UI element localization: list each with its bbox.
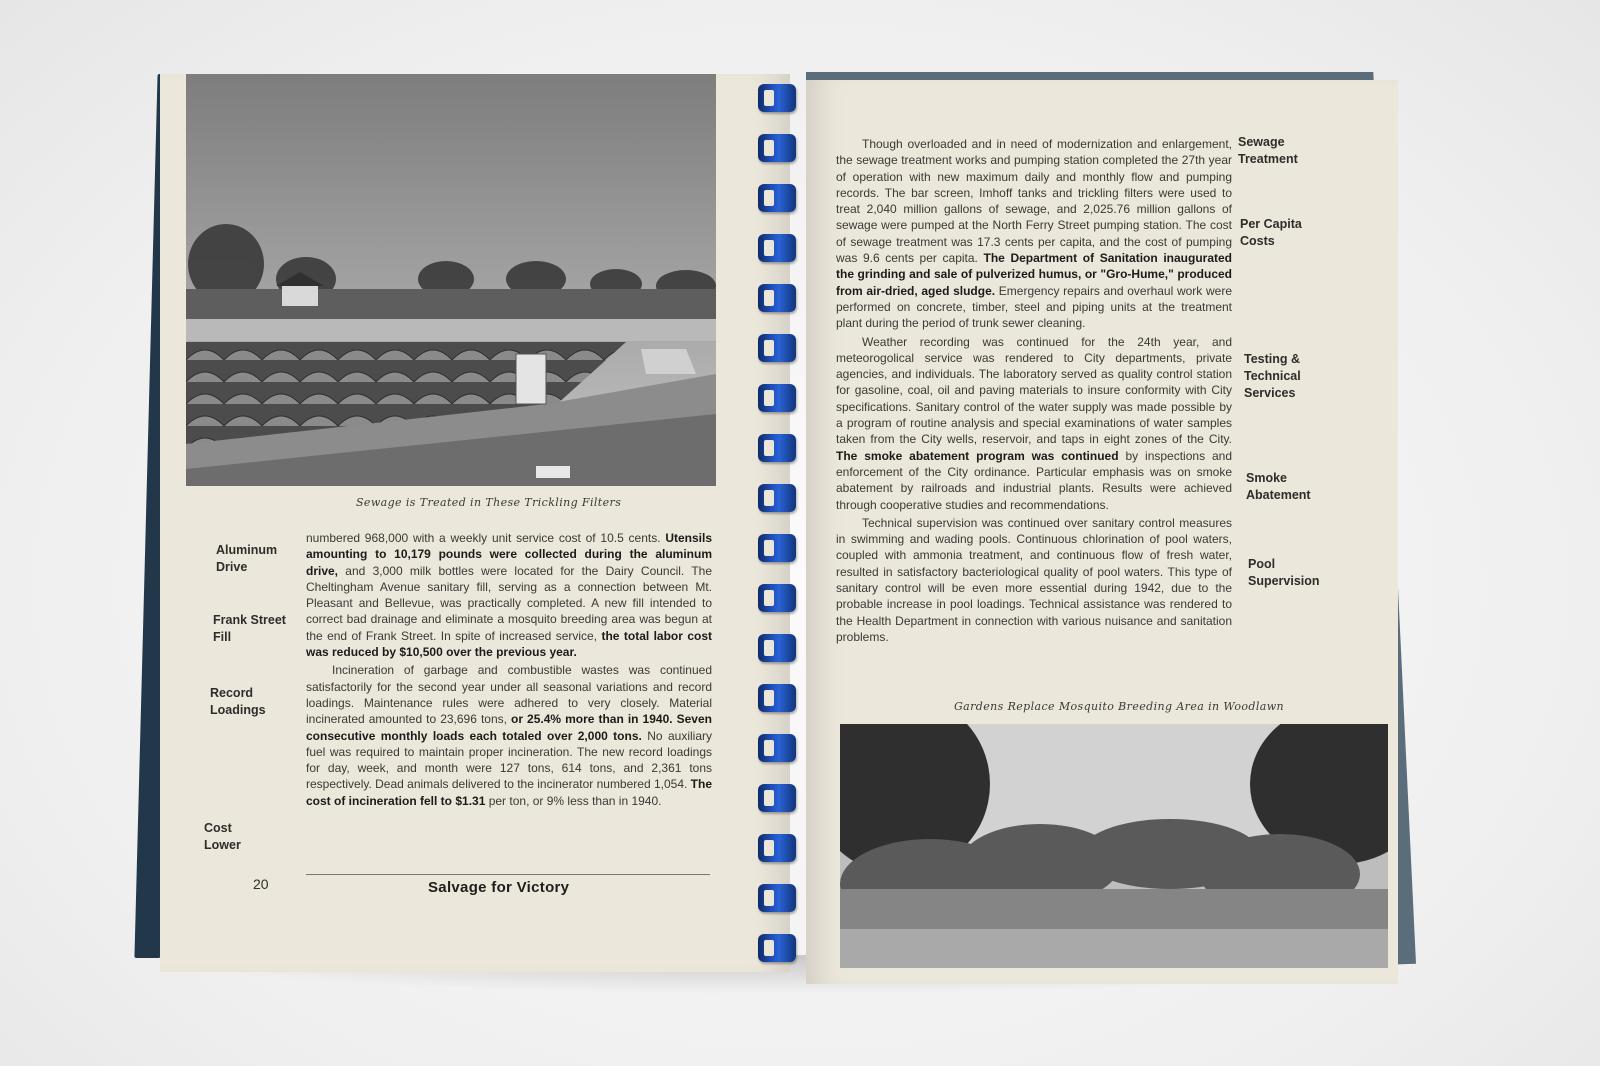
emphasis-text: the total labor cost was reduced by $10,500 over the previous year. xyxy=(306,628,713,660)
side-note-cost-lower: Cost Lower xyxy=(204,821,241,852)
paragraph xyxy=(306,662,712,809)
binding-coil xyxy=(758,684,796,712)
side-note-testing-technical-services: Testing & Technical Services xyxy=(1244,352,1301,400)
footer-title: Salvage for Victory xyxy=(428,879,570,896)
side-note-pool-supervision: Pool Supervision xyxy=(1248,557,1320,588)
paragraph xyxy=(836,515,1232,645)
emphasis-text: The smoke abatement program was continued xyxy=(836,448,1119,463)
body-run: Incineration of garbage and combustible wastes was continued satisfactorily for the second year under all seasonal variations and record loadings. Maintenance rules were adhered to very closely. Material incinerated amounted to 23,696 tons, xyxy=(306,663,712,727)
binding-coil xyxy=(758,634,796,662)
woodlawn-gardens-photo xyxy=(840,724,1388,968)
left-page xyxy=(160,74,790,972)
body-run: Emergency repairs and overhaul work were performed on concrete, timber, steel and piping units at the treatment plant during the period of trunk sewer cleaning. xyxy=(836,283,1232,331)
body-run: and 3,000 milk bottles were located for the Dairy Council. The Cheltingham Avenue sanitary fill, serving as a connection between Mt. Pleasant and Bellevue, was practically completed. A new fill intended to correct bad drainage and eliminate a mosquito breeding area was begun at the end of Frank Street. In spite of increased service, xyxy=(306,563,712,643)
binding-coil xyxy=(758,834,796,862)
side-note-smoke-abatement: Smoke Abatement xyxy=(1246,471,1311,502)
paragraph xyxy=(836,334,1232,513)
body-run: Though overloaded and in need of modernization and enlargement, the sewage treatment works and pumping station completed the 27th year of operation with new maximum daily and monthly flow and pumping records. The bar screen, Imhoff tanks and trickling filters were used to treat 2,040 million gallons of sewage, and 2,025.76 million gallons of sewage were pumped at the North Ferry Street pumping station. The cost of sewage treatment was 17.3 cents per capita, and the cost of pumping was 9.6 cents per capita. xyxy=(836,137,1232,266)
binding-coil xyxy=(758,934,796,962)
binding-coil xyxy=(758,434,796,462)
side-note-aluminum-drive: Aluminum Drive xyxy=(216,543,278,574)
binding-coil xyxy=(758,134,796,162)
paragraph xyxy=(306,530,712,660)
emphasis-text: The Department of Sanitation inaugurated the grinding and sale of pulverized humus, or "Gro-Hume," produced from air-dried, aged sludge. xyxy=(836,251,1232,298)
right-body-text xyxy=(836,136,1232,647)
binding-coil xyxy=(758,884,796,912)
side-note-frank-street-fill: Frank Street Fill xyxy=(213,613,286,644)
binding-coil xyxy=(758,184,796,212)
paragraph xyxy=(836,136,1232,332)
emphasis-text: or 25.4% more than in 1940. Seven consecutive monthly loads each totaled over 2,000 tons. xyxy=(306,712,712,743)
binding-coil xyxy=(758,584,796,612)
side-note-record-loadings: Record Loadings xyxy=(210,686,266,717)
photo-caption-woodlawn: Gardens Replace Mosquito Breeding Area in Woodlawn xyxy=(954,700,1285,713)
footer-rule xyxy=(306,874,710,875)
emphasis-text: Utensils amounting to 10,179 pounds were collected during the aluminum drive, xyxy=(306,531,712,578)
side-note-per-capita-costs: Per Capita Costs xyxy=(1240,217,1302,248)
photo-caption: Sewage is Treated in These Trickling Filters xyxy=(356,496,622,509)
body-run: by inspections and enforcement of the City ordinance. Particular emphasis was on smoke abatement by railroads and industrial plants. Results were achieved through cooperative studies and recommendations. xyxy=(836,448,1232,512)
page-number: 20 xyxy=(253,876,269,892)
body-run: No auxiliary fuel was required to maintain proper incineration. The new record loadings for day, week, and month were 127 tons, 614 tons, and 2,361 tons respectively. Dead animals delivered to the incinerator numbered 1,054. xyxy=(306,728,713,792)
spiral-binding xyxy=(758,84,802,964)
binding-coil xyxy=(758,484,796,512)
left-body-text xyxy=(306,530,712,811)
trickling-filters-photo xyxy=(186,74,716,486)
binding-coil xyxy=(758,734,796,762)
emphasis-text: The cost of incineration fell to $1.31 xyxy=(306,777,712,808)
body-run: per ton, or 9% less than in 1940. xyxy=(485,793,662,808)
binding-coil xyxy=(758,334,796,362)
side-note-sewage-treatment: Sewage Treatment xyxy=(1238,135,1298,166)
binding-coil xyxy=(758,534,796,562)
binding-coil xyxy=(758,784,796,812)
body-run: Technical supervision was continued over sanitary control measures in swimming and wading pools. Continuous chlorination of pool waters, coupled with ammonia treatment, and continuous flow of fresh water, resulted in satisfactory bacteriological quality of pool waters. This type of sanitary control will be even more essential during 1942, due to the probable increase in pool loadings. Technical assistance was rendered to the Health Department in connection with various nuisance and sanitation problems. xyxy=(836,515,1232,644)
binding-coil xyxy=(758,234,796,262)
right-page xyxy=(806,80,1398,984)
binding-coil xyxy=(758,84,796,112)
body-run: Weather recording was continued for the 24th year, and meteorogolical service was rendered to City departments, private agencies, and individuals. The laboratory served as quality control station for gasoline, coal, oil and paving materials to insure conformity with City specifications. Sanitary control of the water supply was made possible by a program of routine analysis and special examinations of water samples taken from the City wells, reservoir, and taps in eight zones of the City. xyxy=(836,334,1232,447)
binding-coil xyxy=(758,384,796,412)
binding-coil xyxy=(758,284,796,312)
body-run: numbered 968,000 with a weekly unit service cost of 10.5 cents. xyxy=(306,531,666,545)
